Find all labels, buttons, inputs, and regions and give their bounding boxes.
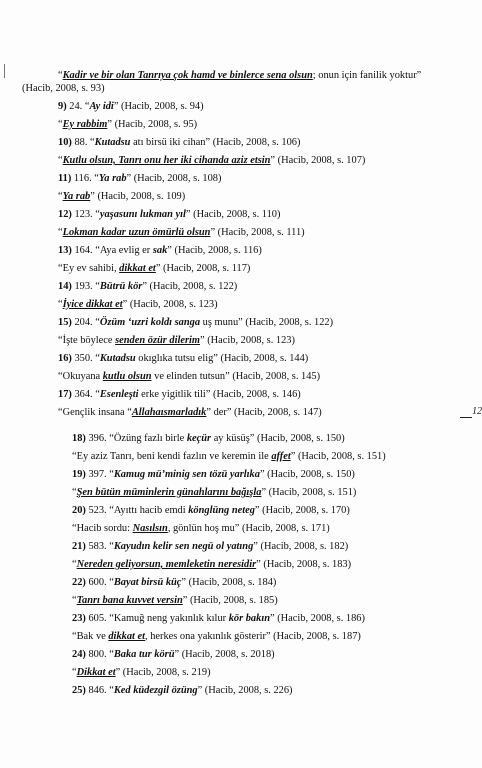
emphasis-underlined: dikkat et [119, 263, 156, 274]
text-segment: ” (Hacib, 2008, s. 150) [259, 469, 355, 480]
text-segment: ” (Hacib, 2008, s. 226) [197, 685, 293, 696]
text-segment: ” (Hacib, 2008, s. 116) [167, 245, 262, 256]
text-segment: 116. “ [73, 173, 99, 184]
emphasis-underlined: 22) [72, 577, 89, 588]
text-line [58, 370, 320, 383]
text-line [72, 504, 350, 517]
emphasis: Ked küdezgil özüng [113, 685, 198, 696]
text-line [58, 226, 305, 239]
text-segment: “ [58, 299, 63, 310]
text-segment: 605. “Kamuğ neng yakınlık kılur [88, 613, 229, 624]
text-segment: 396. “Özüng fazlı birle [88, 433, 187, 444]
emphasis-underlined: affet [271, 451, 291, 462]
text-segment: (Hacib, 2008, s. 93) [22, 83, 105, 94]
text-line [72, 558, 351, 571]
emphasis: sak [152, 245, 168, 256]
page-number: 12 [472, 406, 482, 417]
text-line [72, 450, 386, 463]
emphasis-underlined: Tanrı bana kuvvet versin [76, 595, 183, 606]
text-line [72, 684, 293, 697]
emphasis: keçür [186, 433, 212, 444]
text-segment: ” (Hacib, 2008, s. 111) [210, 227, 305, 238]
page-number-rule [460, 417, 472, 418]
text-segment: ” (Hacib, 2008, s. 123) [200, 335, 295, 346]
emphasis: könglüng neteg [188, 505, 255, 516]
emphasis: Baka tur körü [113, 649, 175, 660]
text-segment: ” (Hacib, 2008, s. 170) [254, 505, 350, 516]
emphasis: kör bakın [228, 613, 270, 624]
emphasis-underlined: 21) [72, 541, 89, 552]
text-line [58, 298, 218, 311]
text-line [72, 648, 275, 661]
text-segment: 193. “ [74, 281, 100, 292]
text-line [72, 576, 276, 589]
emphasis-underlined: 20) [72, 505, 89, 516]
text-line [72, 612, 365, 625]
text-segment: 204. “ [74, 317, 100, 328]
text-line [58, 136, 300, 149]
text-segment: “Hacib sordu: [72, 523, 133, 534]
text-line [58, 406, 322, 419]
text-line [72, 540, 348, 553]
text-segment: “Gençlik insana “ [58, 407, 132, 418]
text-segment: ” (Hacib, 2008, s. 109) [90, 191, 186, 202]
text-segment: ve elinden tutsun” (Hacib, 2008, s. 145) [151, 371, 321, 382]
text-segment: ” (Hacib, 2008, s. 182) [253, 541, 349, 552]
text-segment: ” (Hacib, 2008, s. 183) [256, 559, 352, 570]
emphasis: Kutadsu [94, 137, 131, 148]
emphasis: Özüm ‘uzri koldı sanga [99, 317, 201, 328]
emphasis-underlined: Ey rabbim [62, 119, 108, 130]
text-line [58, 208, 280, 221]
text-segment: 24. “ [69, 101, 90, 112]
text-segment: 600. “ [88, 577, 114, 588]
text-segment: ; onun için fanilik yoktur” [312, 70, 422, 81]
text-segment: “ [58, 227, 63, 238]
emphasis: Esenleşti [99, 389, 139, 400]
emphasis-underlined: Allahaısmarladık [131, 407, 207, 418]
text-segment: “Okuyana [58, 371, 103, 382]
text-line [72, 666, 211, 679]
emphasis: Kayudın kelir sen negü ol yatıng [113, 541, 254, 552]
text-segment: ” (Hacib, 2008, s. 108) [126, 173, 222, 184]
emphasis-underlined: 9) [58, 101, 70, 112]
text-segment: ” der” (Hacib, 2008, s. 147) [206, 407, 322, 418]
emphasis: Ay idi [89, 101, 114, 112]
emphasis: Kamug mü’minig sen tözü yarlıka [113, 469, 260, 480]
text-segment: ” (Hacib, 2008, s. 151) [261, 487, 357, 498]
emphasis-underlined: Ya rab [62, 191, 91, 202]
text-segment: 164. “Aya evlig er [74, 245, 153, 256]
emphasis: Bayat birsü küç [113, 577, 182, 588]
emphasis-underlined: 12) [58, 209, 75, 220]
text-line [72, 630, 361, 643]
text-line [58, 262, 250, 275]
text-segment: 846. “ [88, 685, 114, 696]
emphasis-underlined: 15) [58, 317, 75, 328]
emphasis-underlined: İyice dikkat et [62, 299, 123, 310]
text-segment: “ [72, 667, 77, 678]
emphasis: Kutadsu [99, 353, 136, 364]
text-segment: “ [58, 191, 63, 202]
text-segment: ” (Hacib, 2008, s. 95) [107, 119, 198, 130]
text-segment: “ [58, 155, 63, 166]
text-segment: ” (Hacib, 2008, s. 94) [113, 101, 204, 112]
text-segment: ” (Hacib, 2008, s. 2018) [174, 649, 275, 660]
text-line [72, 468, 355, 481]
emphasis-underlined: Kutlu olsun, Tanrı onu her iki cihanda aziz etsin [62, 155, 271, 166]
text-segment: ” (Hacib, 2008, s. 123) [122, 299, 218, 310]
emphasis-underlined: 10) [58, 137, 75, 148]
text-segment: 397. “ [88, 469, 114, 480]
text-segment: atı birsü iki cihan” (Hacib, 2008, s. 106) [130, 137, 301, 148]
text-line [72, 594, 278, 607]
emphasis: Bütrü kör [99, 281, 143, 292]
text-segment: “İşte böylece [58, 335, 116, 346]
emphasis-underlined: kutlu olsun [102, 371, 152, 382]
text-segment: “Ey ev sahibi, [58, 263, 120, 274]
emphasis-underlined: Dikkat et [76, 667, 116, 678]
emphasis-underlined: Kadir ve bir olan Tanrıya çok hamd ve binlerce sena olsun [62, 70, 313, 81]
text-segment: ” (Hacib, 2008, s. 122) [142, 281, 238, 292]
text-segment: , gönlün hoş mu” (Hacib, 2008, s. 171) [167, 523, 330, 534]
emphasis-underlined: 16) [58, 353, 75, 364]
text-line [58, 118, 197, 131]
text-segment: “Bak ve [72, 631, 109, 642]
text-segment: okıglıka tutsu elig” (Hacib, 2008, s. 144) [135, 353, 309, 364]
text-segment: 800. “ [88, 649, 114, 660]
text-line [58, 334, 295, 347]
text-segment: “ [72, 595, 77, 606]
text-segment: ay küsüş” (Hacib, 2008, s. 150) [211, 433, 345, 444]
emphasis-underlined: 24) [72, 649, 89, 660]
text-segment: ” (Hacib, 2008, s. 185) [182, 595, 278, 606]
text-segment: 364. “ [74, 389, 100, 400]
text-segment: , herkes ona yakınlık gösterir” (Hacib, 2008, s. 187) [145, 631, 361, 642]
emphasis-underlined: dikkat et [108, 631, 146, 642]
emphasis-underlined: 13) [58, 245, 75, 256]
text-line [58, 69, 421, 82]
text-line [58, 388, 301, 401]
emphasis-underlined: 19) [72, 469, 89, 480]
text-segment: erke yigitlik tili” (Hacib, 2008, s. 146) [138, 389, 301, 400]
emphasis-underlined: 11) [58, 173, 74, 184]
text-segment: ” (Hacib, 2008, s. 219) [115, 667, 211, 678]
text-segment: “ [58, 119, 63, 130]
emphasis-underlined: Şen bütün müminlerin günahlarını bağışla [76, 487, 262, 498]
text-segment: “ [58, 70, 63, 81]
text-segment: ” (Hacib, 2008, s. 184) [181, 577, 277, 588]
emphasis-underlined: 14) [58, 281, 75, 292]
text-line [58, 280, 237, 293]
text-segment: ” (Hacib, 2008, s. 110) [185, 209, 281, 220]
text-line [72, 486, 356, 499]
emphasis-underlined: 18) [72, 433, 89, 444]
text-line [58, 190, 185, 203]
emphasis-underlined: 23) [72, 613, 89, 624]
text-line [72, 432, 345, 445]
text-line [58, 154, 365, 167]
text-segment: 350. “ [74, 353, 100, 364]
text-line [72, 522, 330, 535]
emphasis-underlined: senden özür dilerim [115, 335, 200, 346]
text-line [58, 244, 262, 257]
emphasis-underlined: 17) [58, 389, 75, 400]
text-segment: 88. “ [74, 137, 95, 148]
text-segment: “ [72, 559, 77, 570]
text-segment: ” (Hacib, 2008, s. 107) [270, 155, 366, 166]
text-line [58, 172, 221, 185]
emphasis-underlined: Lokman kadar uzun ömürlü olsun [62, 227, 211, 238]
emphasis-underlined: Nasılsın [132, 523, 168, 534]
text-segment: 123. “ [74, 209, 100, 220]
text-segment: ” (Hacib, 2008, s. 151) [290, 451, 386, 462]
text-segment: “ [72, 487, 77, 498]
text-segment: 523. “Ayıttı hacib emdi [88, 505, 189, 516]
emphasis-underlined: Nereden geliyorsun, memleketin neresidir [76, 559, 257, 570]
text-segment: 583. “ [88, 541, 114, 552]
emphasis-underlined: 25) [72, 685, 89, 696]
text-line [58, 100, 204, 113]
margin-mark [4, 64, 5, 78]
text-line [22, 82, 105, 95]
emphasis: Ya rab [98, 173, 127, 184]
text-segment: ” (Hacib, 2008, s. 186) [270, 613, 365, 624]
text-line [58, 352, 308, 365]
emphasis: yaşasunı lukman yıl [99, 209, 186, 220]
text-line [58, 316, 333, 329]
text-segment: “Ey aziz Tanrı, beni kendi fazlın ve keremin ile [72, 451, 272, 462]
text-segment: uş munu” (Hacib, 2008, s. 122) [200, 317, 334, 328]
text-segment: ” (Hacib, 2008, s. 117) [155, 263, 251, 274]
